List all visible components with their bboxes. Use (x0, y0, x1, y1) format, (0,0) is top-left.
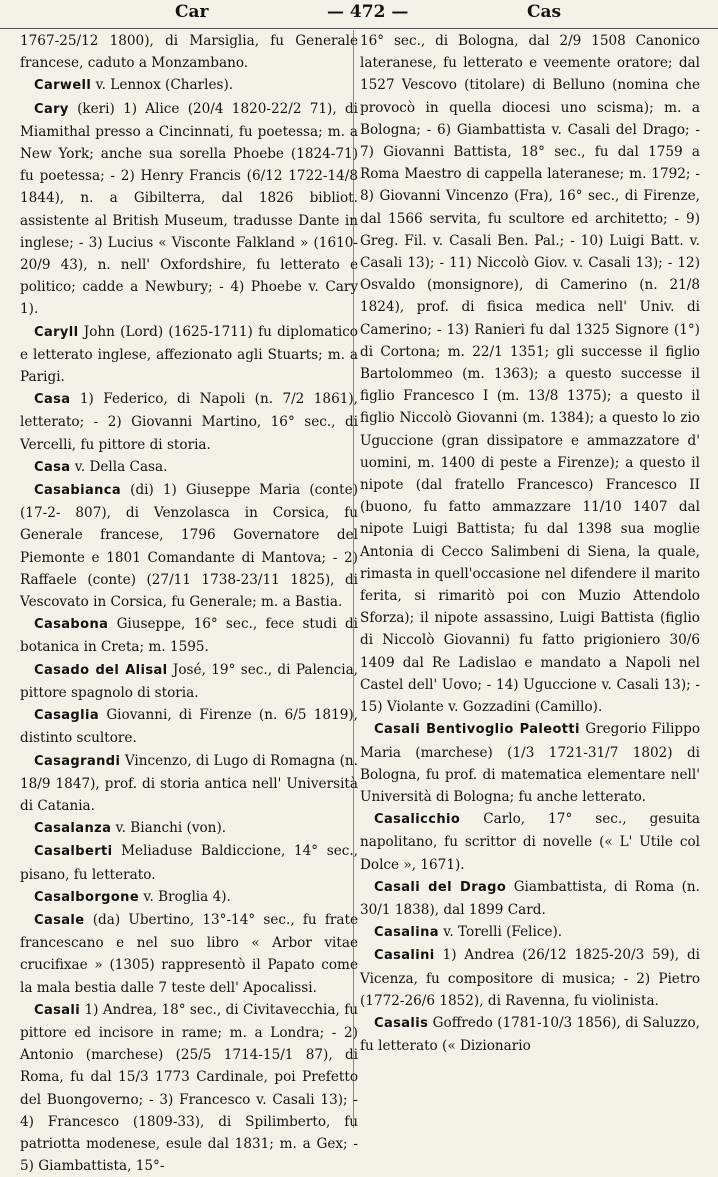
entry-headword: Carwell (34, 78, 92, 94)
dictionary-entry (20, 999, 358, 1177)
dictionary-entry (20, 840, 358, 885)
dictionary-entry (20, 98, 358, 321)
entry-text: Gregorio Filippo Maria (marchese) (1/3 1721-31/7 1802) di Bologna, fu prof. di matematica elementare nell' Università di Bologna; fu anche letterato. (360, 721, 700, 805)
entry-headword: Casabianca (34, 483, 122, 499)
entry-headword: Cary (34, 101, 69, 117)
dictionary-entry (20, 817, 358, 840)
dictionary-entry (20, 30, 358, 74)
dictionary-entry (360, 921, 700, 944)
dictionary-entry (20, 886, 358, 909)
dictionary-entry (360, 1012, 700, 1057)
entry-headword: Casabona (34, 617, 109, 633)
entry-text: 16° sec., di Bologna, dal 2/9 1508 Canonico lateranese, fu letterato e veemente oratore; dal 1527 Vescovo (titolare) di Belluno (nomina che provocò in quella diocesi uno scisma); m. a Bologna; - 6) Giambattista v. Casali del Drago; - 7) Giovanni Battista, 18° sec., fu dal 1759 a Roma Maestro di cappella lateranese; m. 1792; - 8) Giovanni Vincenzo (Fra), 16° sec., di Firenze, dal 1566 servita, fu scultore ed architetto; - 9) Greg. Fil. v. Casali Ben. Pal.; - 10) Luigi Batt. v. Casali 13); - 11) Niccolò Giov. v. Casali 13); - 12) Osvaldo (monsignore), di Camerino (n. 21/8 1824), prof. di fisica medica nell' Univ. di Camerino; - 13) Ranieri fu dal 1325 Signore (1°) di Cortona; m. 22/1 1351; gli successe il figlio Bartolommeo (m. 1363); a questo successe il figlio Francesco I (m. 13/8 1375); a questo il figlio Niccolò Giovanni (m. 1384); a questo lo zio Uguccione (gran dissipatore e ammazzatore d' uomini, m. 1400 di peste a Firenze); a questo il nipote (dal fratello Francesco) Francesco II (buono, fu fatto ammazzare 11/10 1407 dal nipote Luigi Battista; fu dal 1398 sua moglie Antonia di Cecco Salimbeni di Siena, la quale, rimasta in quell'occasione nel difendere il marito ferita, si rimaritò poi con Muzio Attendolo Sforza); il nipote assassino, Luigi Battista (figlio di Niccolò Giovanni) fu fatto prigioniero 30/6 1409 dal Re Ladislao e mandato a Napoli nel Castel dell' Uovo; - 14) Uguccione v. Casali 13); - 15) Violante v. Gozzadini (Camillo). (360, 33, 700, 716)
page-number: — 472 — (327, 2, 409, 22)
entry-text: v. Della Casa. (74, 458, 168, 475)
entry-text: v. Lennox (Charles). (95, 77, 234, 94)
dictionary-entry (20, 479, 358, 613)
entry-headword: Casali (34, 1002, 81, 1018)
entry-text: (da) Ubertino, 13°-14° sec., fu frate francescano e nel suo libro « Arbor vitae crucifixae » (1305) rappresentò il Papato come la mala bestia dalle 7 teste dell' Apocalissi. (20, 911, 359, 996)
entry-text: (di) 1) Giuseppe Maria (conte) (17-2- 807), di Venzolasca in Corsica, fu Generale francese, 1796 Governatore del Piemonte e 1801 Comandante di Mantova; - 2) Raffaele (conte) (27/11 1738-23/11 1825), di Vescovato in Corsica, fu Generale; m. a Bastia. (20, 482, 358, 611)
header-left-guide-word: Car (175, 2, 209, 22)
entry-headword: Casa (34, 459, 71, 475)
entry-headword: Casado del Alisal (34, 662, 168, 678)
entry-headword: Casalborgone (34, 889, 140, 905)
entry-text: v. Bianchi (von). (115, 820, 227, 837)
entry-headword: Casaglia (34, 708, 100, 724)
entry-text: Giuseppe, 16° sec., fece studi di botanica in Creta; m. 1595. (20, 616, 358, 656)
entry-headword: Casalina (374, 925, 439, 941)
entry-text: Giambattista, di Roma (n. 30/1 1838), dal 1899 Card. (360, 878, 701, 918)
entry-headword: Casalis (374, 1015, 429, 1031)
dictionary-entry (360, 30, 700, 718)
entry-text: 1) Federico, di Napoli (n. 7/2 1861), letterato; - 2) Giovanni Martino, 16° sec., di Vercelli, fu pittore di storia. (20, 391, 358, 453)
entry-headword: Caryll (34, 324, 79, 340)
entry-text: Carlo, 17° sec., gesuita napolitano, fu scrittor di novelle (« L' Utile col Dolce », 1671). (360, 811, 700, 873)
dictionary-entry (360, 944, 700, 1012)
dictionary-entry (360, 718, 700, 808)
dictionary-entry (360, 808, 700, 876)
right-column (360, 30, 700, 1130)
dictionary-entry (20, 659, 358, 704)
entry-headword: Casalicchio (374, 812, 461, 828)
dictionary-entry (20, 613, 358, 658)
dictionary-entry (20, 321, 358, 389)
entry-text: José, 19° sec., di Palencia, pittore spagnolo di storia. (20, 661, 358, 701)
entry-text: Meliaduse Baldiccione, 14° sec., pisano, fu letterato. (20, 843, 358, 883)
entry-text: Vincenzo, di Lugo di Romagna (n. 18/9 1847), prof. di storia antica nell' Università di Catania. (20, 752, 358, 814)
dictionary-entry (20, 74, 358, 97)
dictionary-entry (20, 388, 358, 456)
entry-text: (keri) 1) Alice (20/4 1820-22/2 71), di Miamithal presso a Cincinnati, fu poetessa; m. a New York; anche sua sorella Phoebe (1824-71) fu poetessa; - 2) Henry Francis (6/12 1722-14/8 1844), n. a Gibilterra, dal 1826 bibliot. assistente al British Museum, tradusse Dante in inglese; - 3) Lucius « Visconte Falkland » (1610-20/9 43), n. nell' Oxfordshire, fu letterato e politico; cadde a Newbury; - 4) Phoebe v. Cary 1). (20, 100, 358, 318)
entry-headword: Casali del Drago (374, 879, 507, 895)
dictionary-entry (20, 909, 358, 999)
entry-text: 1) Andrea (26/12 1825-20/3 59), di Vicenza, fu compositore di musica; - 2) Pietro (1772-26/6 1852), di Ravenna, fu violinista. (360, 947, 700, 1009)
dictionary-entry (20, 704, 358, 749)
entry-headword: Casalanza (34, 821, 112, 837)
dictionary-entry (20, 750, 358, 818)
entry-headword: Casa (34, 392, 71, 408)
entry-text: Goffredo (1781-10/3 1856), di Saluzzo, fu letterato (« Dizionario (360, 1014, 700, 1055)
entry-text: v. Broglia 4). (143, 888, 231, 905)
entry-text: Giovanni, di Firenze (n. 6/5 1819), distinto scultore. (20, 707, 358, 747)
entry-headword: Casalini (374, 948, 435, 964)
left-column (20, 30, 359, 1175)
entry-text: 1767-25/12 1800), di Marsiglia, fu Generale francese, caduto a Monzambano. (20, 33, 358, 72)
dictionary-entry (20, 456, 358, 479)
entry-text: John (Lord) (1625-1711) fu diplomatico e letterato inglese, affezionato agli Stuarts; m. a Parigi. (20, 323, 358, 386)
page-header (0, 0, 718, 29)
header-right-guide-word: Cas (527, 2, 562, 22)
entry-headword: Casagrandi (34, 753, 121, 769)
entry-headword: Casalberti (34, 844, 113, 860)
dictionary-entry (360, 876, 700, 921)
entry-text: 1) Andrea, 18° sec., di Civitavecchia, fu pittore ed incisore in rame; m. a Londra; - 2) Antonio (marchese) (25/5 1714-15/1 87), di Roma, fu dal 15/3 1773 Cardinale, poi Prefetto del Buongoverno; - 3) Francesco v. Casali 13); - 4) Francesco (1809-33), di Spilimberto, fu patriotta modenese, esule dal 1831; m. a Gex; - 5) Giambattista, 15°- (20, 1001, 358, 1175)
entry-headword: Casali Bentivoglio Paleotti (374, 722, 580, 738)
entry-text: v. Torelli (Felice). (443, 924, 563, 941)
entry-headword: Casale (34, 912, 85, 928)
